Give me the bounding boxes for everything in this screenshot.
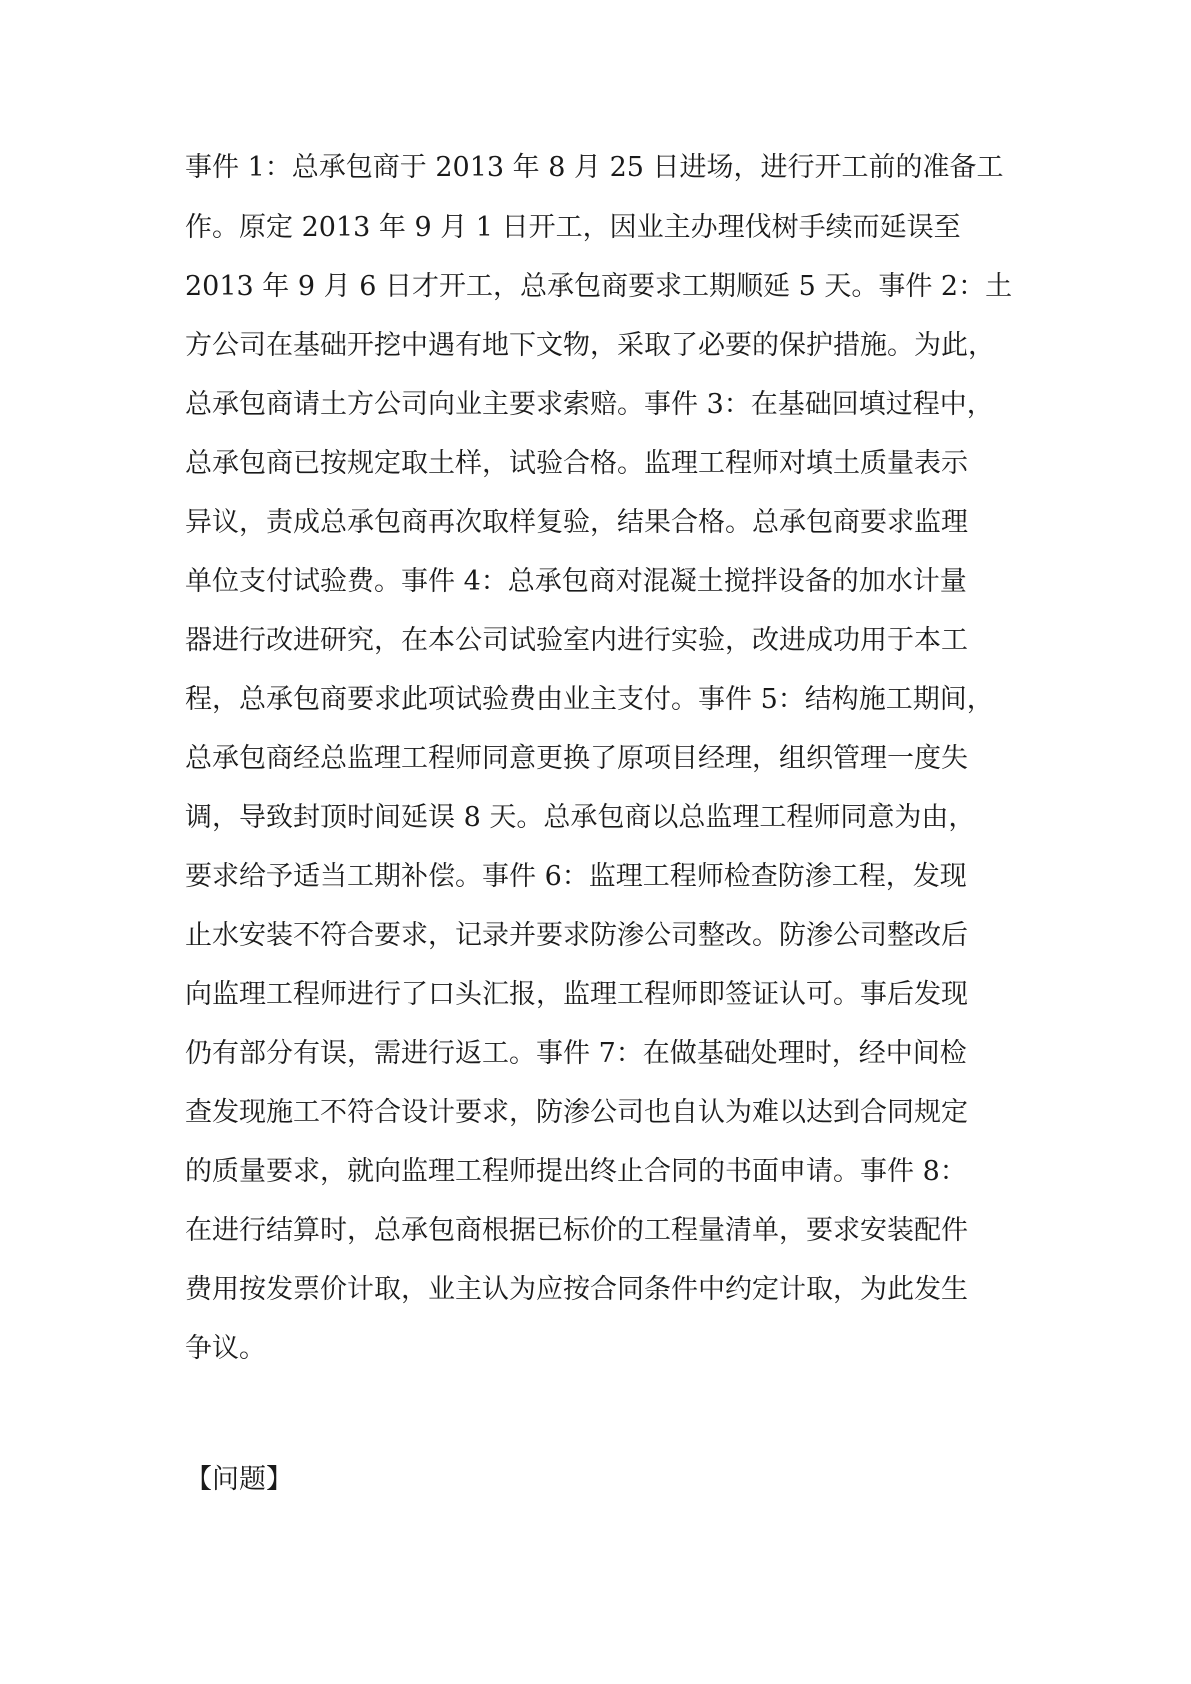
question-heading: 【问题】 bbox=[185, 1464, 293, 1495]
paragraph-line-1: 事件 1：总承包商于 2013 年 8 月 25 日进场，进行开工前的准备工 bbox=[185, 152, 1004, 183]
paragraph-line-17: 查发现施工不符合设计要求，防渗公司也自认为难以达到合同规定 bbox=[185, 1097, 968, 1128]
paragraph-line-4: 方公司在基础开挖中遇有地下文物，采取了必要的保护措施。为此， bbox=[185, 330, 995, 361]
paragraph-line-11: 总承包商经总监理工程师同意更换了原项目经理，组织管理一度失 bbox=[185, 743, 968, 774]
paragraph-line-6: 总承包商已按规定取土样，试验合格。监理工程师对填土质量表示 bbox=[185, 448, 968, 479]
paragraph-line-10: 程，总承包商要求此项试验费由业主支付。事件 5：结构施工期间， bbox=[185, 684, 994, 715]
paragraph-line-8: 单位支付试验费。事件 4：总承包商对混凝土搅拌设备的加水计量 bbox=[185, 566, 967, 597]
paragraph-line-14: 止水安装不符合要求，记录并要求防渗公司整改。防渗公司整改后 bbox=[185, 920, 968, 951]
paragraph-line-15: 向监理工程师进行了口头汇报，监理工程师即签证认可。事后发现 bbox=[185, 979, 968, 1010]
paragraph-line-19: 在进行结算时，总承包商根据已标价的工程量清单，要求安装配件 bbox=[185, 1215, 968, 1246]
paragraph-line-9: 器进行改进研究，在本公司试验室内进行实验，改进成功用于本工 bbox=[185, 625, 968, 656]
paragraph-line-7: 异议，责成总承包商再次取样复验，结果合格。总承包商要求监理 bbox=[185, 507, 968, 538]
paragraph-line-5: 总承包商请土方公司向业主要求索赔。事件 3：在基础回填过程中， bbox=[185, 389, 994, 420]
paragraph-line-21: 争议。 bbox=[185, 1333, 266, 1364]
paragraph-line-13: 要求给予适当工期补偿。事件 6：监理工程师检查防渗工程，发现 bbox=[185, 861, 967, 892]
paragraph-line-2: 作。原定 2013 年 9 月 1 日开工，因业主办理伐树手续而延误至 bbox=[185, 212, 961, 243]
paragraph-line-16: 仍有部分有误，需进行返工。事件 7：在做基础处理时，经中间检 bbox=[185, 1038, 967, 1069]
paragraph-line-12: 调，导致封顶时间延误 8 天。总承包商以总监理工程师同意为由， bbox=[185, 802, 976, 833]
paragraph-line-18: 的质量要求，就向监理工程师提出终止合同的书面申请。事件 8： bbox=[185, 1156, 967, 1187]
paragraph-line-3: 2013 年 9 月 6 日才开工，总承包商要求工期顺延 5 天。事件 2：土 bbox=[185, 271, 1013, 302]
paragraph-line-20: 费用按发票价计取，业主认为应按合同条件中约定计取，为此发生 bbox=[185, 1274, 968, 1305]
